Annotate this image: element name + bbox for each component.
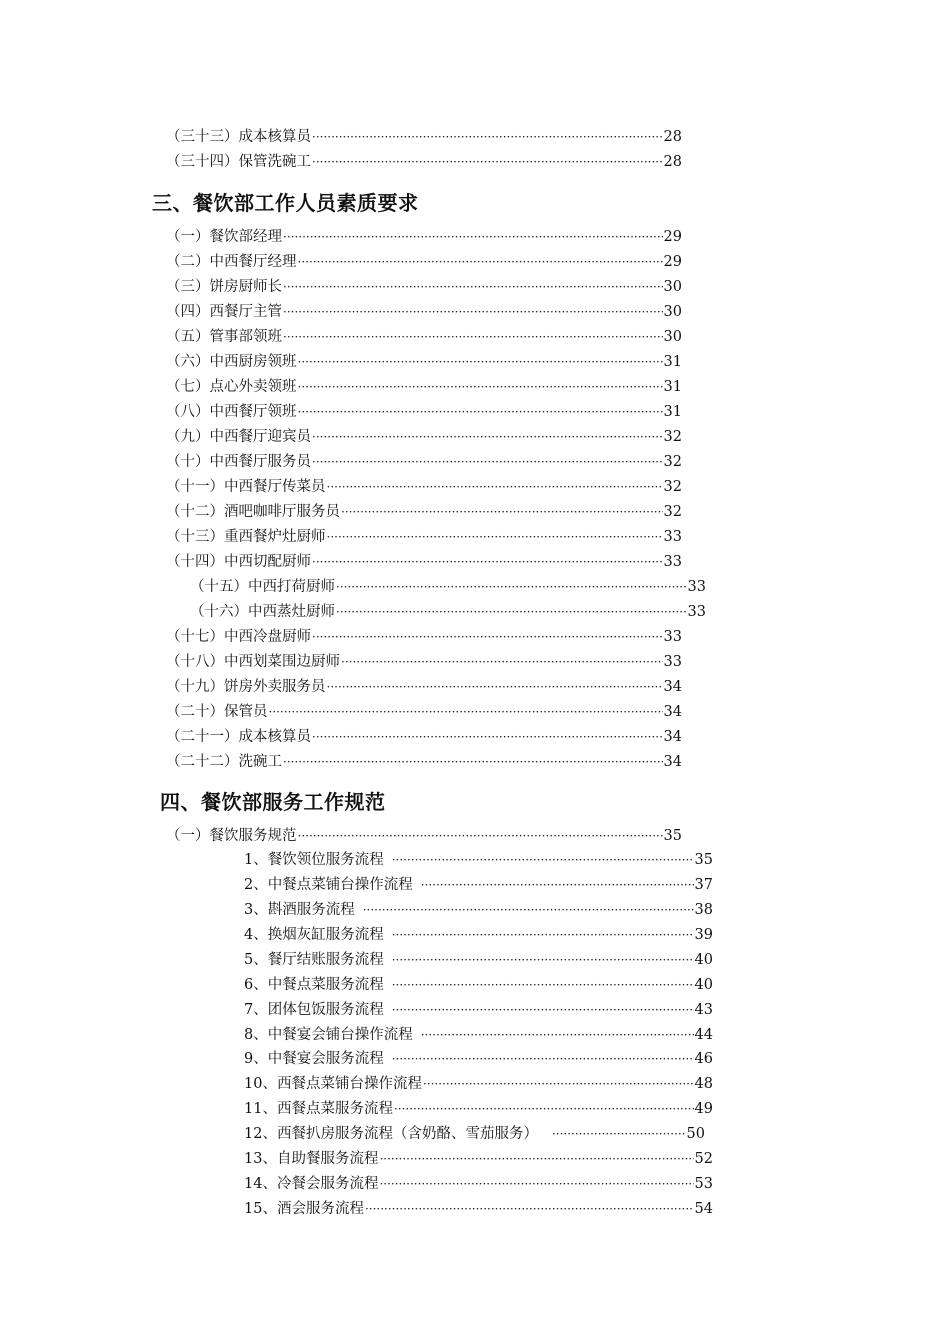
toc-entry[interactable] xyxy=(166,450,682,474)
toc-entry-label: 6、中餐点菜服务流程 xyxy=(244,977,384,993)
toc-entry-label: （十九）饼房外卖服务员 xyxy=(166,679,326,695)
dot-leader xyxy=(327,675,663,699)
dot-leader xyxy=(298,824,663,848)
toc-entry-page: 31 xyxy=(663,404,682,420)
toc-entry[interactable] xyxy=(166,250,682,274)
toc-entry-label: 1、餐饮领位服务流程 xyxy=(244,852,384,868)
toc-entry-label: （二十二）洗碗工 xyxy=(166,754,282,770)
toc-entry-page: 33 xyxy=(663,554,682,570)
toc-entry-label: （六）中西厨房领班 xyxy=(166,354,297,370)
toc-entry[interactable] xyxy=(190,575,706,599)
toc-entry-label: 2、中餐点菜铺台操作流程 xyxy=(244,877,413,893)
dot-leader xyxy=(283,750,663,774)
toc-entry-label: 8、中餐宴会铺台操作流程 xyxy=(244,1027,413,1043)
toc-entry-page: 32 xyxy=(663,429,682,445)
dot-leader xyxy=(312,150,663,174)
toc-subentry[interactable] xyxy=(244,1047,713,1071)
toc-entry-label: （十二）酒吧咖啡厅服务员 xyxy=(166,504,340,520)
toc-entry-page: 30 xyxy=(663,304,682,320)
toc-entry[interactable] xyxy=(166,150,682,174)
toc-entry[interactable] xyxy=(166,275,682,299)
toc-entry-page: 54 xyxy=(694,1201,713,1217)
toc-entry[interactable] xyxy=(166,750,682,774)
toc-entry-page: 33 xyxy=(663,654,682,670)
toc-entry[interactable] xyxy=(166,525,682,549)
toc-entry-label: 5、餐厅结账服务流程 xyxy=(244,952,384,968)
toc-entry-page: 33 xyxy=(663,629,682,645)
toc-entry[interactable] xyxy=(166,425,682,449)
toc-entry-page: 38 xyxy=(694,902,713,918)
toc-entry[interactable] xyxy=(166,700,682,724)
toc-entry[interactable] xyxy=(166,350,682,374)
toc-entry-label: 12、西餐扒房服务流程（含奶酪、雪茄服务） xyxy=(244,1126,538,1142)
dot-leader xyxy=(365,1197,694,1221)
toc-entry-label: 11、西餐点菜服务流程 xyxy=(244,1101,393,1117)
toc-entry-label: （十六）中西蒸灶厨师 xyxy=(190,604,335,620)
toc-entry[interactable] xyxy=(166,824,682,848)
toc-subentry[interactable] xyxy=(244,1122,705,1146)
dot-leader xyxy=(312,125,663,149)
toc-entry[interactable] xyxy=(166,550,682,574)
toc-entry-page: 34 xyxy=(663,704,682,720)
toc-entry-label: 13、自助餐服务流程 xyxy=(244,1151,379,1167)
toc-entry[interactable] xyxy=(166,225,682,249)
toc-entry[interactable] xyxy=(166,725,682,749)
toc-entry-label: （十四）中西切配厨师 xyxy=(166,554,311,570)
toc-subentry[interactable] xyxy=(244,1097,713,1121)
toc-entry-label: （四）西餐厅主管 xyxy=(166,304,282,320)
toc-entry-label: （十八）中西划菜围边厨师 xyxy=(166,654,340,670)
toc-entry-page: 52 xyxy=(694,1151,713,1167)
toc-entry-label: （五）管事部领班 xyxy=(166,329,282,345)
toc-entry-label: （九）中西餐厅迎宾员 xyxy=(166,429,311,445)
toc-entry[interactable] xyxy=(166,375,682,399)
toc-entry-page: 32 xyxy=(663,504,682,520)
dot-leader xyxy=(312,725,663,749)
toc-entry[interactable] xyxy=(190,600,706,624)
toc-entry-page: 34 xyxy=(663,754,682,770)
toc-entry[interactable] xyxy=(166,300,682,324)
dot-leader xyxy=(283,325,663,349)
toc-entry-page: 31 xyxy=(663,354,682,370)
toc-entry-label: （十）中西餐厅服务员 xyxy=(166,454,311,470)
toc-entry-page: 28 xyxy=(663,129,682,145)
toc-entry-label: 9、中餐宴会服务流程 xyxy=(244,1051,384,1067)
toc-entry-label: （二十一）成本核算员 xyxy=(166,729,311,745)
toc-entry-label: （三十四）保管洗碗工 xyxy=(166,154,311,170)
toc-entry-label: （二十）保管员 xyxy=(166,704,268,720)
toc-entry-page: 29 xyxy=(663,254,682,270)
toc-entry[interactable] xyxy=(166,500,682,524)
dot-leader xyxy=(341,500,663,524)
dot-leader xyxy=(298,400,663,424)
toc-entry-page: 46 xyxy=(694,1051,713,1067)
toc-entry-label: （十三）重西餐炉灶厨师 xyxy=(166,529,326,545)
toc-entry-page: 53 xyxy=(694,1176,713,1192)
dot-leader xyxy=(298,375,663,399)
toc-subentry[interactable] xyxy=(244,1072,713,1096)
dot-leader xyxy=(336,600,687,624)
toc-subentry[interactable] xyxy=(244,1023,713,1047)
dot-leader xyxy=(392,998,694,1022)
toc-entry-page: 48 xyxy=(694,1076,713,1092)
toc-entry-page: 32 xyxy=(663,454,682,470)
toc-entry[interactable] xyxy=(166,125,682,149)
toc-subentry[interactable] xyxy=(244,1172,713,1196)
toc-entry-label: （七）点心外卖领班 xyxy=(166,379,297,395)
toc-entry-page: 35 xyxy=(663,828,682,844)
section-heading: 四、餐饮部服务工作规范 xyxy=(160,790,386,814)
toc-entry-page: 40 xyxy=(694,952,713,968)
toc-subentry[interactable] xyxy=(244,1147,713,1171)
toc-entry-page: 32 xyxy=(663,479,682,495)
toc-entry-page: 35 xyxy=(694,852,713,868)
toc-entry-label: 4、换烟灰缸服务流程 xyxy=(244,927,384,943)
toc-subentry[interactable] xyxy=(244,873,713,897)
toc-entry-label: （十七）中西冷盘厨师 xyxy=(166,629,311,645)
dot-leader xyxy=(379,1172,693,1196)
dot-leader xyxy=(269,700,663,724)
toc-entry-label: （一）餐饮服务规范 xyxy=(166,828,297,844)
toc-entry-page: 33 xyxy=(687,604,706,620)
dot-leader xyxy=(312,450,663,474)
toc-entry-page: 49 xyxy=(694,1101,713,1117)
section-heading: 三、餐饮部工作人员素质要求 xyxy=(152,191,419,215)
toc-entry-label: 10、西餐点菜铺台操作流程 xyxy=(244,1076,422,1092)
toc-subentry[interactable] xyxy=(244,923,713,947)
toc-entry-label: （十五）中西打荷厨师 xyxy=(190,579,335,595)
dot-leader xyxy=(552,1122,686,1146)
toc-subentry[interactable] xyxy=(244,848,713,872)
toc-entry-page: 40 xyxy=(694,977,713,993)
toc-entry-page: 50 xyxy=(686,1126,705,1142)
toc-subentry[interactable] xyxy=(244,898,713,922)
toc-entry[interactable] xyxy=(166,325,682,349)
dot-leader xyxy=(392,1047,694,1071)
dot-leader xyxy=(283,275,663,299)
toc-entry[interactable] xyxy=(166,475,682,499)
dot-leader xyxy=(421,1023,694,1047)
toc-entry-page: 29 xyxy=(663,229,682,245)
dot-leader xyxy=(283,300,663,324)
toc-entry-label: （三十三）成本核算员 xyxy=(166,129,311,145)
toc-entry-page: 37 xyxy=(694,877,713,893)
dot-leader xyxy=(394,1097,694,1121)
toc-entry-page: 28 xyxy=(663,154,682,170)
toc-entry-label: （十一）中西餐厅传菜员 xyxy=(166,479,326,495)
dot-leader xyxy=(392,973,694,997)
toc-entry-label: 15、酒会服务流程 xyxy=(244,1201,364,1217)
dot-leader xyxy=(379,1147,693,1171)
dot-leader xyxy=(312,550,663,574)
toc-subentry[interactable] xyxy=(244,973,713,997)
dot-leader xyxy=(312,625,663,649)
dot-leader xyxy=(392,923,694,947)
dot-leader xyxy=(392,848,694,872)
dot-leader xyxy=(336,575,687,599)
toc-subentry[interactable] xyxy=(244,1197,713,1221)
toc-entry-page: 39 xyxy=(694,927,713,943)
toc-entry-label: 7、团体包饭服务流程 xyxy=(244,1002,384,1018)
toc-entry-page: 33 xyxy=(663,529,682,545)
dot-leader xyxy=(327,525,663,549)
toc-entry-page: 31 xyxy=(663,379,682,395)
dot-leader xyxy=(327,475,663,499)
toc-subentry[interactable] xyxy=(244,998,713,1022)
toc-entry[interactable] xyxy=(166,625,682,649)
toc-entry-label: （二）中西餐厅经理 xyxy=(166,254,297,270)
toc-entry-page: 33 xyxy=(687,579,706,595)
dot-leader xyxy=(421,873,694,897)
toc-entry-label: 3、斟酒服务流程 xyxy=(244,902,355,918)
dot-leader xyxy=(312,425,663,449)
toc-entry-label: 14、冷餐会服务流程 xyxy=(244,1176,379,1192)
dot-leader xyxy=(341,650,663,674)
toc-entry-label: （一）餐饮部经理 xyxy=(166,229,282,245)
dot-leader xyxy=(392,948,694,972)
toc-entry-page: 44 xyxy=(694,1027,713,1043)
toc-subentry[interactable] xyxy=(244,948,713,972)
toc-entry[interactable] xyxy=(166,675,682,699)
toc-entry[interactable] xyxy=(166,650,682,674)
toc-entry[interactable] xyxy=(166,400,682,424)
toc-entry-label: （三）饼房厨师长 xyxy=(166,279,282,295)
dot-leader xyxy=(283,225,663,249)
dot-leader xyxy=(298,250,663,274)
toc-entry-page: 43 xyxy=(694,1002,713,1018)
toc-entry-label: （八）中西餐厅领班 xyxy=(166,404,297,420)
toc-entry-page: 34 xyxy=(663,729,682,745)
toc-entry-page: 30 xyxy=(663,329,682,345)
toc-entry-page: 34 xyxy=(663,679,682,695)
dot-leader xyxy=(363,898,694,922)
dot-leader xyxy=(423,1072,694,1096)
dot-leader xyxy=(298,350,663,374)
toc-entry-page: 30 xyxy=(663,279,682,295)
